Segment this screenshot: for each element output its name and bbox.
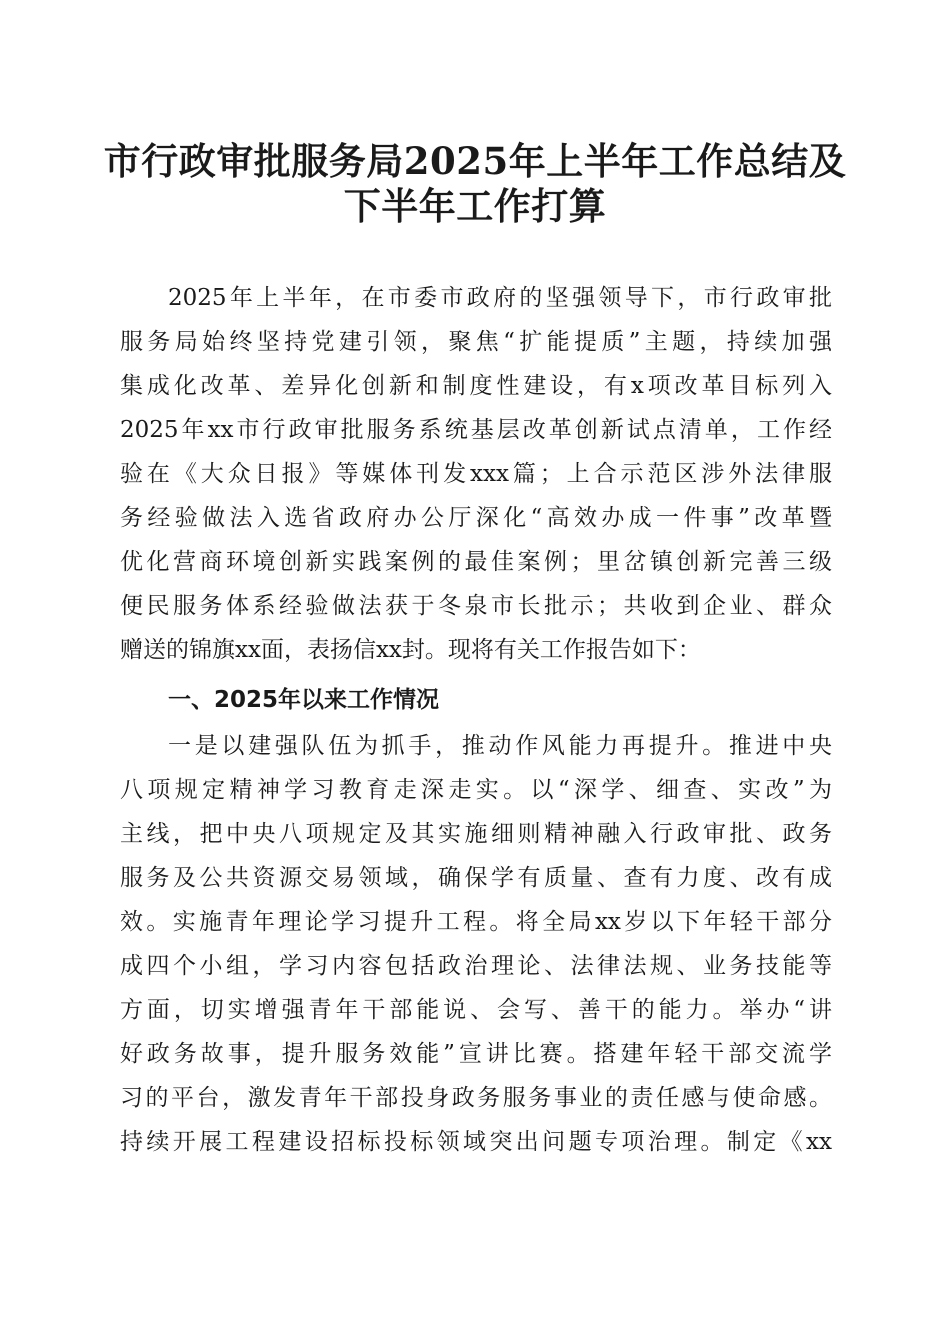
section1-line: 好政务故事，提升服务效能”宣讲比赛。搭建年轻干部交流学 bbox=[120, 1041, 832, 1067]
intro-line: 便民服务体系经验做法获于冬泉市长批示；共收到企业、群众 bbox=[120, 593, 832, 619]
section1-line: 成四个小组，学习内容包括政治理论、法律法规、业务技能等 bbox=[120, 953, 832, 979]
intro-line: 赠送的锦旗xx面，表扬信xx封。现将有关工作报告如下： bbox=[120, 637, 701, 663]
intro-line: 服务局始终坚持党建引领，聚焦“扩能提质”主题，持续加强 bbox=[120, 329, 832, 355]
section1-line: 八项规定精神学习教育走深走实。以“深学、细查、实改”为 bbox=[120, 777, 832, 803]
intro-line: 2025年xx市行政审批服务系统基层改革创新试点清单，工作经 bbox=[120, 417, 832, 443]
intro-line: 集成化改革、差异化创新和制度性建设，有x项改革目标列入 bbox=[120, 373, 832, 399]
intro-line: 优化营商环境创新实践案例的最佳案例；里岔镇创新完善三级 bbox=[120, 549, 832, 575]
section1-lead-tail: 推进中央 bbox=[728, 733, 833, 759]
document-title-line-2: 下半年工作打算 bbox=[343, 184, 607, 228]
section1-line: 主线，把中央八项规定及其实施细则精神融入行政审批、政务 bbox=[120, 821, 832, 847]
section1-line: 习的平台，激发青年干部投身政务服务事业的责任感与使命感。 bbox=[120, 1085, 832, 1111]
section1-line: 服务及公共资源交易领域，确保学有质量、查有力度、改有成 bbox=[120, 865, 832, 891]
section1-line: 持续开展工程建设招标投标领域突出问题专项治理。制定《xx bbox=[120, 1129, 832, 1155]
intro-line: 务经验做法入选省政府办公厅深化“高效办成一件事”改革暨 bbox=[120, 505, 832, 531]
section-heading: 一、2025年以来工作情况 bbox=[168, 687, 440, 713]
section1-lead: 一是以建强队伍为抓手，推动作风能力再提升。 bbox=[168, 733, 729, 759]
intro-line: 2025年上半年，在市委市政府的坚强领导下，市行政审批 bbox=[168, 285, 832, 311]
document-title-line-1: 市行政审批服务局2025年上半年工作总结及 bbox=[103, 139, 847, 183]
section1-line: 效。实施青年理论学习提升工程。将全局xx岁以下年轻干部分 bbox=[120, 909, 832, 935]
section1-first-line bbox=[168, 724, 832, 768]
intro-line: 验在《大众日报》等媒体刊发xxx篇；上合示范区涉外法律服 bbox=[120, 461, 832, 487]
section1-line: 方面，切实增强青年干部能说、会写、善干的能力。举办“讲 bbox=[120, 997, 832, 1023]
